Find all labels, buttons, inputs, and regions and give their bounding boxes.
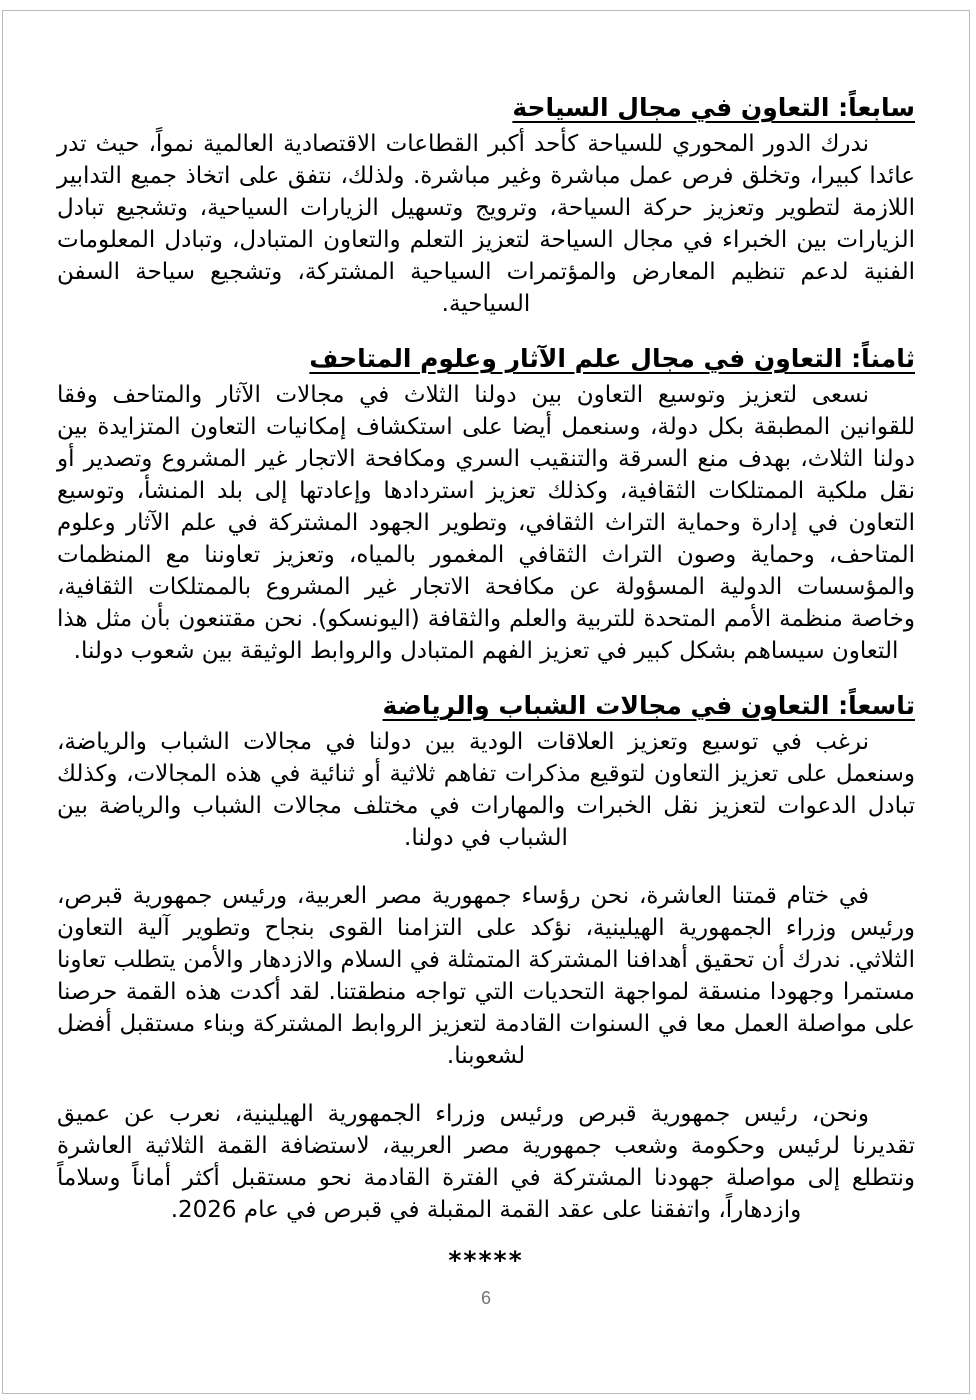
paragraph-summit-conclusion: في ختام قمتنا العاشرة، نحن رؤساء جمهورية مصر العربية، ورئيس جمهورية قبرص، ورئيس وزراء الجمهورية الهيلينية، نؤكد على التزامنا القوى بنجاح وتطوير آلية التعاون الثلاثي. ندرك أن تحقيق أهدافنا المشتركة المتمثلة في السلام والازدهار والأمن يتطلب تعاونا مستمرا وجهودا منسقة لمواجهة التحديات التي تواجه منطقتنا. لقد أكدت هذه القمة حرصنا على مواصلة العمل معا في السنوات القادمة لتعزيز الروابط المشتركة وبناء مستقبل أفضل لشعوبنا. (57, 883, 915, 1069)
paragraph-archaeology-museums-cooperation: نسعى لتعزيز وتوسيع التعاون بين دولنا الثلاث في مجالات الآثار والمتاحف وفقا للقوانين المطبقة بكل دولة، وسنعمل أيضا على استكشاف إمكانيات التعاون المتزايدة بين دولنا الثلاث، بهدف منع السرقة والتنقيب السري ومكافحة الاتجار غير المشروع وتصدير أو نقل ملكية الممتلكات الثقافية، وكذلك تعزيز استردادها وإعادتها إلى بلد المنشأ، وتوسيع التعاون في إدارة وحماية التراث الثقافي، وتطوير الجهود المشتركة في علم الآثار وعلوم المتاحف، وحماية وصون التراث الثقافي المغمور بالمياه، وتعزيز تعاوننا مع المنظمات والمؤسسات الدولية المسؤولة عن مكافحة الاتجار غير المشروع بالممتلكات الثقافية، وخاصة منظمة الأمم المتحدة للتربية والعلم والثقافة (اليونسكو). نحن مقتنعون بأن مثل هذا التعاون سيساهم بشكل كبير في تعزيز الفهم المتبادل والروابط الوثيقة بين شعوب دولنا. (57, 382, 915, 664)
paragraph-gratitude-next-summit: ونحن، رئيس جمهورية قبرص ورئيس وزراء الجمهورية الهيلينية، نعرب عن عميق تقديرنا لرئيس وحكومة وشعب جمهورية مصر العربية، لاستضافة القمة الثلاثية العاشرة ونتطلع إلى مواصلة جهودنا المشتركة في الفترة القادمة نحو مستقبل أكثر أماناً وسلاماً وازدهاراً، واتفقنا على عقد القمة المقبلة في قبرص في عام 2026. (57, 1101, 915, 1223)
paragraph-tourism-cooperation: ندرك الدور المحوري للسياحة كأحد أكبر القطاعات الاقتصادية العالمية نمواً، حيث تدر عائدا كبيرا، وتخلق فرص عمل مباشرة وغير مباشرة. ولذلك، نتفق على اتخاذ جميع التدابير اللازمة لتطوير وتعزيز حركة السياحة، وترويج وتسهيل الزيارات السياحية، وتشجيع تبادل الزيارات بين الخبراء في مجال السياحة لتعزيز التعلم والتعاون المتبادل، وتبادل المعلومات الفنية لدعم تنظيم المعارض والمؤتمرات السياحية المشتركة، وتشجيع سياحة السفن السياحية. (57, 131, 915, 317)
end-of-document-separator: ***** (448, 1246, 524, 1275)
document-content (57, 93, 915, 1275)
paragraph-youth-sports-cooperation: نرغب في توسيع وتعزيز العلاقات الودية بين دولنا في مجالات الشباب والرياضة، وسنعمل على تعزيز التعاون لتوقيع مذكرات تفاهم ثلاثية أو ثنائية في هذه المجالات، وكذلك تبادل الدعوات لتعزيز نقل الخبرات والمهارات في مختلف مجالات الشباب والرياضة بين الشباب في دولنا. (57, 729, 915, 851)
section-heading-eighth-archaeology-museums: ثامناً: التعاون في مجال علم الآثار وعلوم المتاحف (309, 344, 915, 373)
section-heading-ninth-youth-sports: تاسعاً: التعاون في مجالات الشباب والرياضة (382, 691, 915, 720)
document-page (2, 10, 970, 1394)
section-heading-seventh-tourism: سابعاً: التعاون في مجال السياحة (512, 93, 915, 122)
page-number: 6 (480, 1288, 491, 1308)
